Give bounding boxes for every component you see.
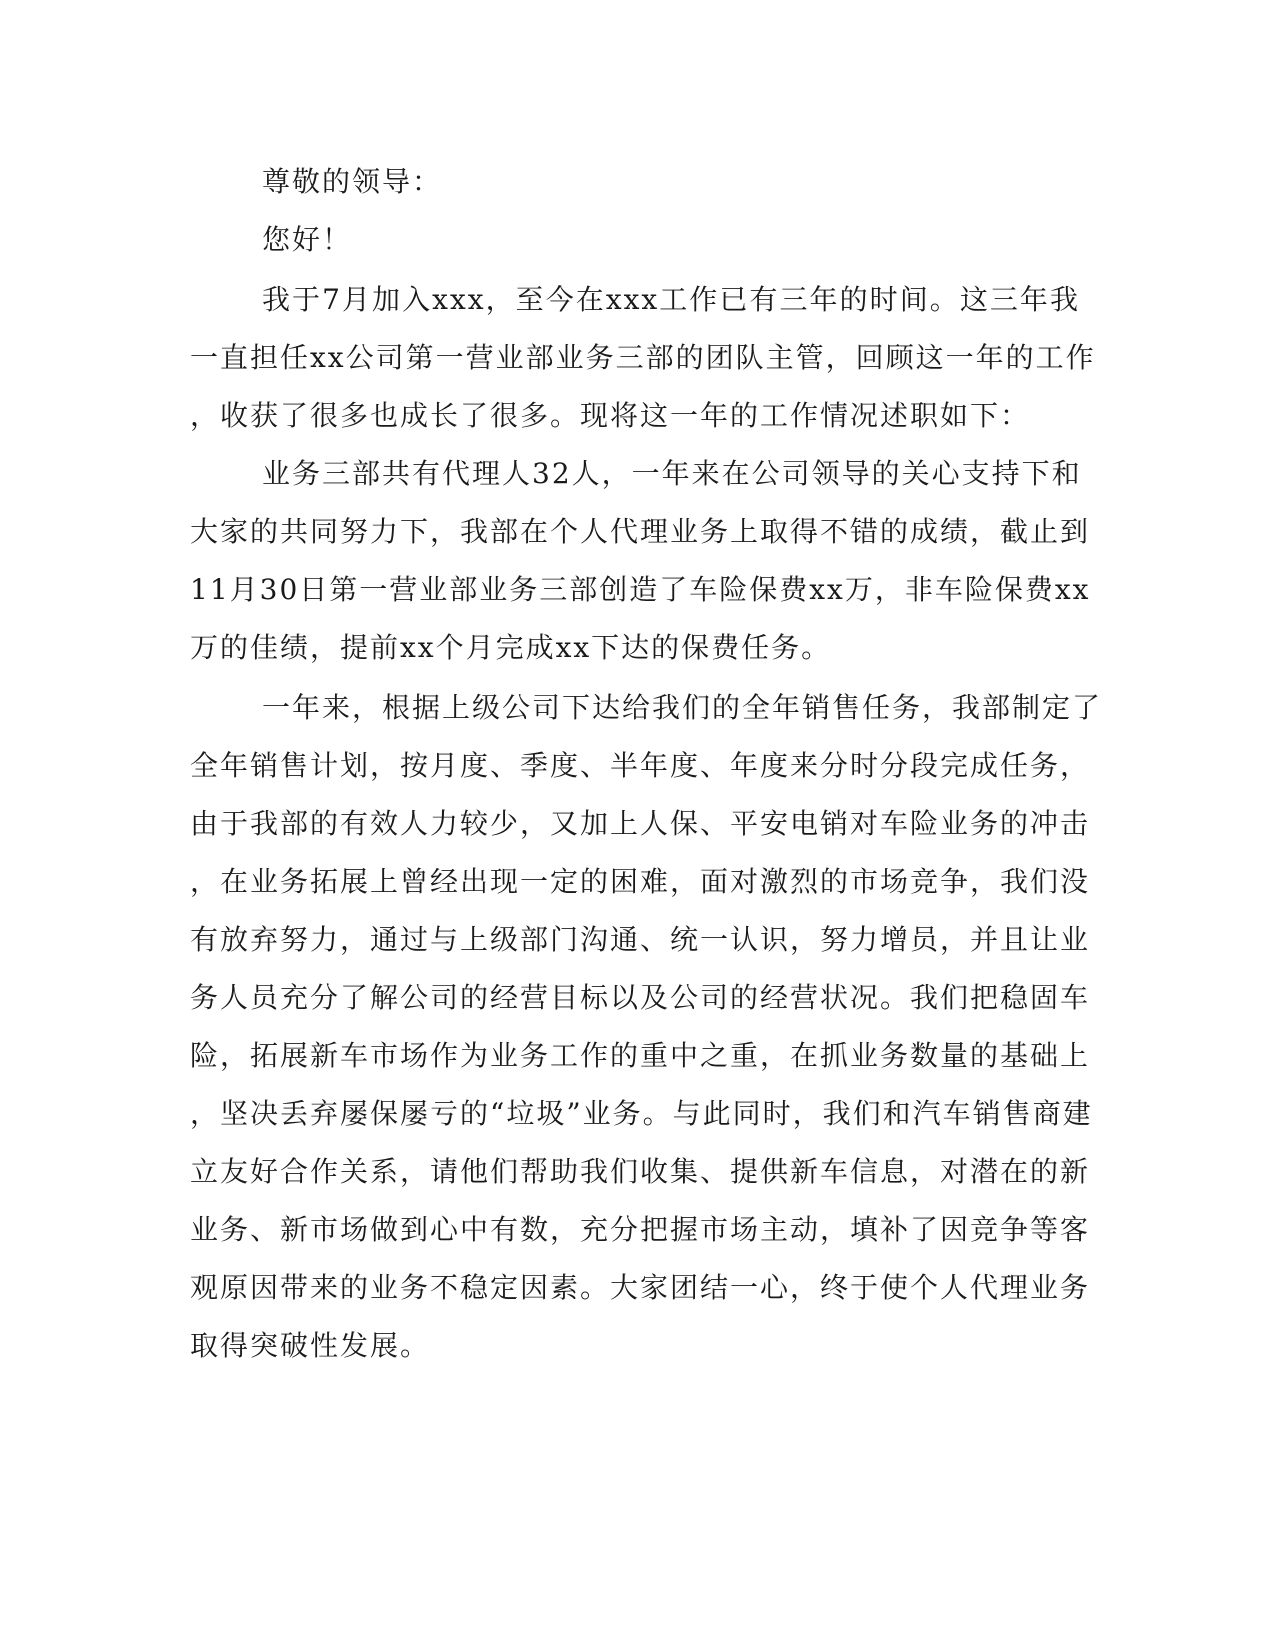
paragraph-line: 大家的共同努力下，我部在个人代理业务上取得不错的成绩，截止到 [190,515,1091,548]
paragraph-line: 11月30日第一营业部业务三部创造了车险保费xx万，非车险保费xx [190,573,1091,606]
salutation: 尊敬的领导： [262,165,443,198]
paragraph-line: 有放弃努力，通过与上级部门沟通、统一认识，努力增员，并且让业 [190,923,1091,956]
paragraph-line: 万的佳绩，提前xx个月完成xx下达的保费任务。 [190,631,832,664]
paragraph-line: 一年来，根据上级公司下达给我们的全年销售任务，我部制定了 [262,691,1103,724]
paragraph-line: ，在业务拓展上曾经出现一定的困难，面对激烈的市场竞争，我们没 [190,865,1091,898]
paragraph-line: ，坚决丢弃屡保屡亏的“垃圾”业务。与此同时，我们和汽车销售商建 [190,1097,1093,1130]
paragraph-line: 取得突破性发展。 [190,1329,431,1362]
paragraph-line: 业务三部共有代理人32人，一年来在公司领导的关心支持下和 [262,457,1082,490]
paragraph-line: 我于7月加入xxx，至今在xxx工作已有三年的时间。这三年我 [262,283,1080,316]
paragraph-line: 业务、新市场做到心中有数，充分把握市场主动，填补了因竞争等客 [190,1213,1091,1246]
paragraph-line: 险，拓展新车市场作为业务工作的重中之重，在抓业务数量的基础上 [190,1039,1091,1072]
paragraph-line: 立友好合作关系，请他们帮助我们收集、提供新车信息，对潜在的新 [190,1155,1091,1188]
greeting: 您好！ [262,223,353,256]
paragraph-line: 由于我部的有效人力较少，又加上人保、平安电销对车险业务的冲击 [190,807,1091,840]
paragraph-line: 务人员充分了解公司的经营目标以及公司的经营状况。我们把稳固车 [190,981,1091,1014]
paragraph-line: 观原因带来的业务不稳定因素。大家团结一心，终于使个人代理业务 [190,1271,1091,1304]
paragraph-line: ，收获了很多也成长了很多。现将这一年的工作情况述职如下： [190,399,1031,432]
paragraph-line: 全年销售计划，按月度、季度、半年度、年度来分时分段完成任务， [190,749,1091,782]
paragraph-line: 一直担任xx公司第一营业部业务三部的团队主管，回顾这一年的工作 [190,341,1096,374]
